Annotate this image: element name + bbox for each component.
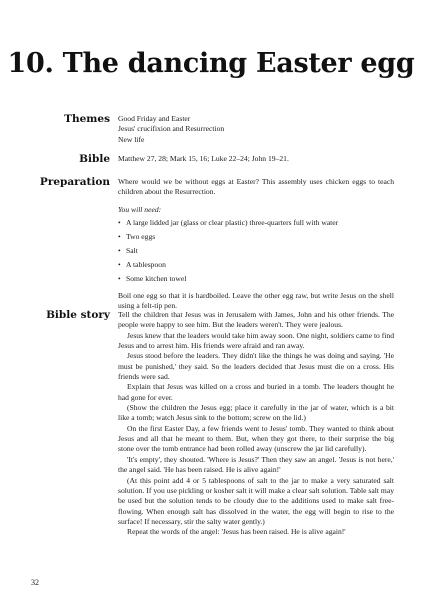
theme-item: Jesus' crucifixion and Resurrection (118, 124, 225, 134)
preparation-intro: Where would we be without eggs at Easter? This assembly uses chicken eggs to teach children about the Resurrection. (118, 177, 394, 197)
preparation-body (118, 177, 394, 312)
chapter-title: 10. The dancing Easter egg (7, 48, 415, 79)
story-paragraph: 'It's empty', they shouted. 'Where is Jesus?' Then they saw an angel. 'Jesus is not here,' the angel said. 'He has been raised. He is alive again!' (118, 454, 394, 475)
story-paragraph: Jesus knew that the leaders would take him away soon. One night, soldiers came to find Jesus and to arrest him. His friends were afraid and ran away. (118, 330, 394, 351)
list-item: • A tablespoon (118, 259, 166, 269)
story-paragraph: Jesus stood before the leaders. They didn't like the things he was doing and saying. 'He must be punished,' they said. So the leaders decided that Jesus must die on a cross. His friends were sad. (118, 351, 394, 382)
story-paragraph: Repeat the words of the angel: 'Jesus has been raised. He is alive again!' (127, 527, 346, 537)
story-paragraph: On the first Easter Day, a few friends went to Jesus' tomb. They wanted to think about Jesus and all that he meant to them. But, when they got there, to their surprise the big stone over the tomb entrance had been rolled away (unscrew the jar lid carefully). (118, 423, 394, 454)
themes-list (118, 114, 394, 145)
you-will-need-label: You will need: (118, 204, 162, 214)
bible-story-body (118, 310, 394, 538)
bible-references: Matthew 27, 28; Mark 15, 16; Luke 22–24; John 19–21. (118, 154, 289, 163)
story-paragraph: Tell the children that Jesus was in Jerusalem with James, John and his other friends. The people were happy to see him. But the leaders weren't. They were jealous. (118, 310, 394, 330)
preparation-outro: Boil one egg so that it is hardboiled. Leave the other egg raw, but write Jesus on the shell using a felt-tip pen. (118, 291, 394, 311)
bible-label: Bible (79, 153, 110, 165)
preparation-label: Preparation (39, 176, 110, 188)
list-item: • A large lidded jar (glass or clear plastic) three-quarters full with water (118, 218, 339, 228)
list-item: • Two eggs (118, 231, 156, 241)
story-paragraph: (At this point add 4 or 5 tablespoons of salt to the jar to make a very saturated salt solution. If you use pickling or kosher salt it will make a clear salt solution. Table salt may be used but the solution tends to be cloudy due to the additions used to make salt free-flowing. When enough salt has dissolved in the water, the egg will begin to rise to the surface! If necessary, stir the salty water gently.) (118, 475, 394, 526)
theme-item: New life (118, 134, 145, 144)
materials-list (118, 218, 394, 284)
story-paragraph: Explain that Jesus was killed on a cross and buried in a tomb. The leaders thought he had gone for ever. (118, 382, 394, 402)
list-item: • Salt (118, 245, 138, 255)
bible-story-label: Bible story (46, 309, 110, 321)
story-paragraph: (Show the children the Jesus egg; place it carefully in the jar of water, which is a bit like a tomb; watch Jesus sink to the bottom; screw on the lid.) (118, 403, 394, 423)
themes-label: Themes (64, 113, 110, 125)
list-item: • Some kitchen towel (118, 273, 187, 283)
page-number: 32 (31, 578, 39, 587)
theme-item: Good Friday and Easter (118, 114, 191, 123)
